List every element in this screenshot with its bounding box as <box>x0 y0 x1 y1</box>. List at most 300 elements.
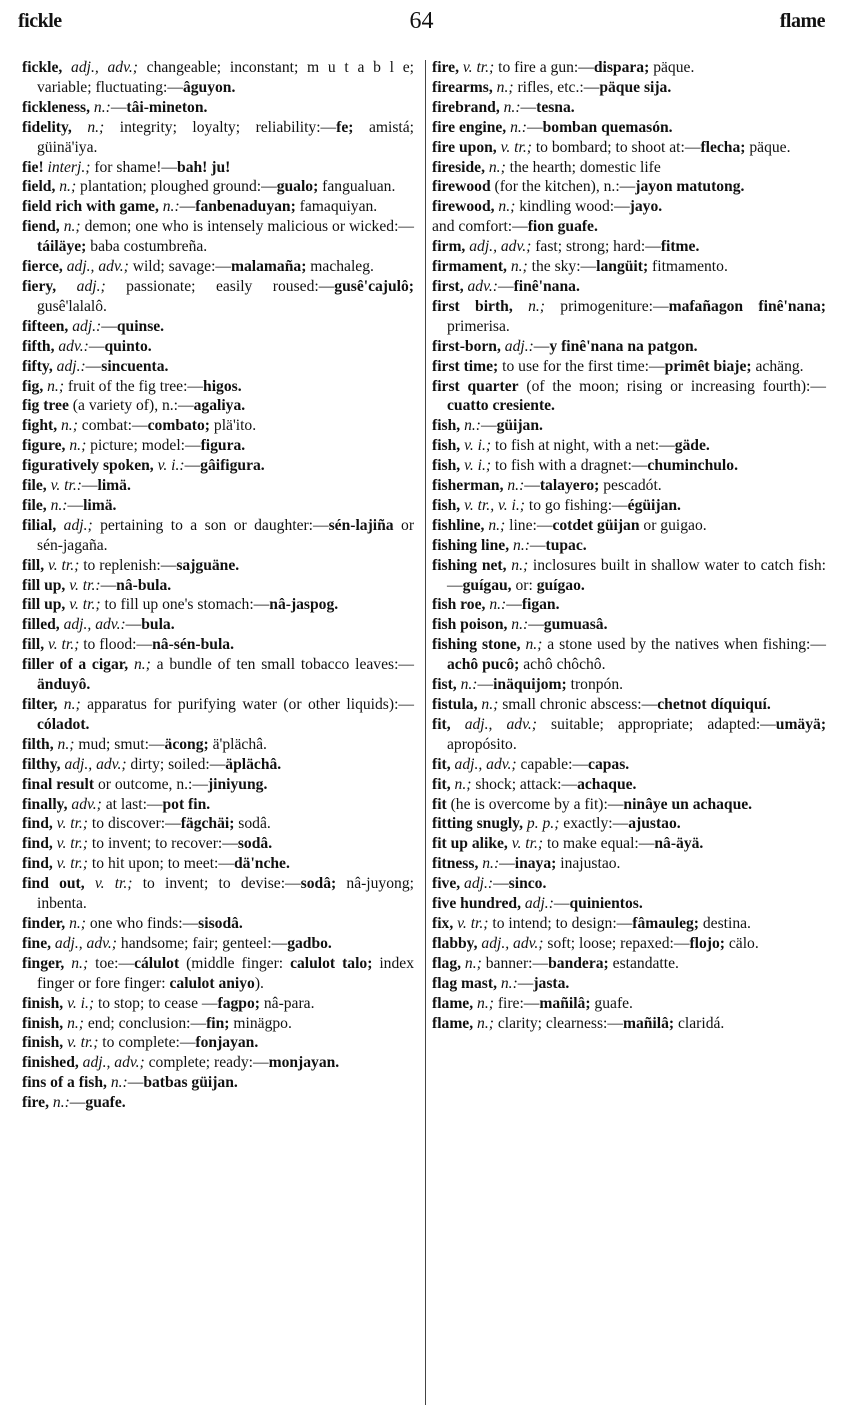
definition: — <box>179 198 196 216</box>
definition: fire:— <box>493 994 540 1012</box>
definition: to fish at night, with a net:— <box>491 437 675 455</box>
dictionary-entry <box>432 894 826 914</box>
headword: fidelity, <box>22 118 72 136</box>
dictionary-entry <box>432 994 826 1014</box>
definition: suitable; appropriate; adapted:— <box>536 715 776 733</box>
dictionary-entry <box>432 377 826 417</box>
dictionary-entry <box>22 1093 414 1113</box>
definition: pertaining to a son or daughter:— <box>92 516 329 534</box>
chamorro-gloss: güijan. <box>496 417 543 435</box>
chamorro-gloss: sisodâ. <box>198 914 243 932</box>
dictionary-entry <box>22 635 414 655</box>
part-of-speech: v. i.; <box>460 457 492 475</box>
definition: primogeniture:— <box>544 297 669 315</box>
chamorro-gloss: guafe. <box>85 1094 126 1112</box>
chamorro-gloss: sincuenta. <box>101 357 169 375</box>
part-of-speech: n.; <box>57 696 81 713</box>
chamorro-gloss: inäquijom; <box>493 676 567 694</box>
definition: a stone used by the natives when fishing:— <box>542 636 826 654</box>
headword: flag mast, <box>432 974 497 992</box>
left-guide-word: fickle <box>18 10 62 32</box>
part-of-speech: adj.: <box>500 337 534 355</box>
headword: file, <box>22 496 47 514</box>
chamorro-gloss: fion guafe. <box>527 218 598 236</box>
dictionary-entry <box>432 715 826 755</box>
definition-tail: (middle finger: <box>179 954 291 972</box>
part-of-speech: adj.: <box>68 317 102 335</box>
definition: fruit of the fig tree:— <box>64 377 204 395</box>
chamorro-gloss: pot fin. <box>162 795 211 813</box>
chamorro-gloss: tesna. <box>536 98 575 116</box>
definition: — <box>127 1074 144 1092</box>
chamorro-gloss: tâi-mineton. <box>126 98 208 116</box>
chamorro-gloss: gusê'cajulô; <box>334 277 414 295</box>
dictionary-entry <box>22 118 414 158</box>
dictionary-entry <box>22 516 414 556</box>
definition: to complete:— <box>98 1034 196 1052</box>
headword: fit, <box>432 755 451 773</box>
definition: — <box>517 974 534 992</box>
headword: finish, <box>22 1014 64 1032</box>
chamorro-gloss: guígao. <box>536 576 585 594</box>
definition-tail: cälo. <box>724 934 759 952</box>
chamorro-gloss: jayon matutong. <box>635 178 745 196</box>
page-number: 64 <box>409 8 434 34</box>
definition: line:— <box>505 516 553 534</box>
dictionary-entry <box>432 795 826 815</box>
part-of-speech: n.; <box>506 258 528 276</box>
part-of-speech: adj., adv.; <box>477 934 544 952</box>
part-of-speech: n.; <box>506 556 529 574</box>
headword: fishing net, <box>432 556 507 574</box>
headword: fight, <box>22 417 58 435</box>
headword: fifteen, <box>22 317 69 335</box>
definition-tail: or guigao. <box>639 516 707 534</box>
dictionary-entry <box>432 556 826 596</box>
part-of-speech: n.: <box>478 855 500 873</box>
definition-tail: achô chôchô. <box>519 656 606 674</box>
part-of-speech: n.: <box>456 676 478 694</box>
definition: (for the kitchen), n.:— <box>490 178 636 196</box>
chamorro-gloss: bah! ju! <box>177 158 231 176</box>
chamorro-gloss: gäde. <box>674 437 710 455</box>
chamorro-gloss: jayo. <box>629 198 663 216</box>
headword: figuratively spoken, <box>22 457 154 475</box>
dictionary-entry <box>432 337 826 357</box>
part-of-speech: n.: <box>106 1074 128 1092</box>
headword: flabby, <box>432 934 478 952</box>
headword: file, <box>22 477 47 495</box>
dictionary-entry <box>22 456 414 476</box>
part-of-speech: n.; <box>59 218 81 236</box>
chamorro-gloss: bomban quemasón. <box>542 118 673 136</box>
headword: field, <box>22 178 56 196</box>
chamorro-gloss: dä'nche. <box>233 855 290 873</box>
dictionary-entry <box>432 695 826 715</box>
part-of-speech: n.; <box>128 656 151 674</box>
chamorro-gloss: achô pucô; <box>447 656 520 674</box>
part-of-speech: adj., adv.; <box>62 258 129 276</box>
dictionary-entry <box>432 934 826 954</box>
definition: to make equal:— <box>543 835 655 853</box>
chamorro-gloss: agaliya. <box>193 397 246 415</box>
dictionary-entry <box>432 177 826 197</box>
definition: — <box>499 855 515 873</box>
headword: fix, <box>432 914 454 932</box>
definition: — <box>520 98 537 116</box>
dictionary-entry <box>22 197 414 217</box>
dictionary-entry <box>22 914 414 934</box>
chamorro-gloss: fin; <box>206 1014 230 1032</box>
headword: fickle, <box>22 59 63 76</box>
part-of-speech: adj.: <box>520 895 554 913</box>
dictionary-entry <box>22 994 414 1014</box>
part-of-speech: v. tr., v. i.; <box>460 496 525 514</box>
dictionary-entry <box>22 1073 414 1093</box>
chamorro-gloss: ninâye un achaque. <box>623 795 753 813</box>
headword: fins of a fish, <box>22 1074 107 1092</box>
chamorro-gloss: langüit; <box>596 258 649 276</box>
definition: — <box>506 596 522 614</box>
dictionary-entry <box>22 436 414 456</box>
part-of-speech: adj., adv.; <box>465 238 532 256</box>
definition-tail: achäng. <box>751 357 804 375</box>
definition: — <box>69 1094 86 1112</box>
column-divider <box>425 60 426 1405</box>
chamorro-gloss: batbas güijan. <box>143 1074 238 1092</box>
headword: fish, <box>432 437 461 455</box>
part-of-speech: v. tr.: <box>65 576 101 594</box>
headword: fistula, <box>432 696 478 713</box>
chamorro-gloss: jiniyung. <box>207 775 268 793</box>
part-of-speech: n.: <box>460 417 481 435</box>
definition-tail: or sén-jagaña. <box>37 516 415 554</box>
chamorro-gloss: calulot aniyo <box>169 974 255 992</box>
definition-tail: pescadót. <box>599 477 662 495</box>
headword: flame, <box>432 1014 474 1032</box>
definition: to invent; to recover:— <box>88 835 238 853</box>
dictionary-entry <box>432 416 826 436</box>
headword: firewood, <box>432 198 495 216</box>
definition-tail: machaleg. <box>306 258 374 276</box>
definition-tail: nâ-para. <box>259 994 315 1012</box>
chamorro-gloss: achaque. <box>577 775 637 793</box>
definition: — <box>528 616 544 634</box>
definition: (a variety of), n.:— <box>68 397 194 415</box>
headword: fire upon, <box>432 138 497 156</box>
headword: fishing line, <box>432 536 510 554</box>
headword: fiery, <box>22 277 57 295</box>
definition: small chronic abscess:— <box>498 696 658 713</box>
dictionary-entry <box>22 834 414 854</box>
part-of-speech: n.; <box>492 78 514 96</box>
chamorro-gloss: fâmauleg; <box>632 914 699 932</box>
part-of-speech: v. i.: <box>153 457 185 475</box>
part-of-speech: v. i.; <box>63 994 95 1012</box>
headword: fishline, <box>432 516 485 534</box>
chamorro-gloss: änduyô. <box>37 676 91 694</box>
headword: fishing stone, <box>432 636 521 654</box>
chamorro-gloss: capas. <box>588 755 630 773</box>
headword: final result <box>22 775 95 793</box>
definition: (he is overcome by a fit):— <box>446 795 624 813</box>
headword: fish, <box>432 417 461 435</box>
definition: to hit upon; to meet:— <box>88 855 234 873</box>
chamorro-gloss: higos. <box>203 377 242 395</box>
chamorro-gloss: gumuasâ. <box>543 616 608 634</box>
chamorro-gloss: âguyon. <box>182 78 236 96</box>
part-of-speech: adj.: <box>52 357 86 375</box>
chamorro-gloss: tupac. <box>545 536 587 554</box>
headword: fit, <box>432 775 451 793</box>
chamorro-gloss: combato; <box>147 417 210 435</box>
definition: to go fishing:— <box>524 496 628 514</box>
dictionary-entry <box>432 675 826 695</box>
part-of-speech: n.: <box>46 496 68 514</box>
part-of-speech: adj., adv.; <box>60 755 127 773</box>
headword: fisherman, <box>432 477 504 495</box>
definition: to stop; to cease — <box>94 994 218 1012</box>
headword: fit up alike, <box>432 835 508 853</box>
definition: — <box>477 676 494 694</box>
definition: rifles, etc.:— <box>513 78 600 96</box>
definition: — <box>493 875 509 893</box>
dictionary-entry <box>22 874 414 914</box>
headword: fie! <box>22 158 44 176</box>
definition: — <box>553 895 570 913</box>
dictionary-entry <box>22 775 414 795</box>
definition: to intend; to design:— <box>488 914 633 932</box>
chamorro-gloss: nâ-sén-bula. <box>152 636 234 654</box>
part-of-speech: adj., adv.; <box>450 715 537 733</box>
part-of-speech: n.; <box>65 914 86 932</box>
dictionary-entry <box>432 854 826 874</box>
dictionary-entry <box>22 655 414 695</box>
part-of-speech: n.; <box>57 417 78 435</box>
definition-tail: claridá. <box>674 1014 725 1032</box>
chamorro-gloss: y finê'nana na patgon. <box>549 337 698 355</box>
definition-tail: index finger or fore finger: <box>37 954 414 992</box>
definition: — <box>125 616 142 634</box>
headword: find, <box>22 815 53 833</box>
definition: to fire a gun:— <box>494 59 594 76</box>
part-of-speech: n.; <box>450 775 472 793</box>
dictionary-entry <box>22 795 414 815</box>
headword: five hundred, <box>432 895 521 913</box>
chamorro-gloss: sén-lajiña <box>328 516 394 534</box>
dictionary-entry <box>22 1033 414 1053</box>
definition: — <box>85 357 102 375</box>
headword: fifty, <box>22 357 53 375</box>
chamorro-gloss: figan. <box>521 596 560 614</box>
headword: fish poison, <box>432 616 508 634</box>
part-of-speech: v. i.; <box>460 437 492 455</box>
definition: soft; loose; repaxed:— <box>543 934 690 952</box>
part-of-speech: n.: <box>496 974 518 992</box>
part-of-speech: v. tr.; <box>453 914 489 932</box>
chamorro-gloss: finê'nana. <box>513 277 580 295</box>
definition-tail: päque. <box>649 59 695 76</box>
definition: to fill up one's stomach:— <box>100 596 270 614</box>
dictionary-entry <box>22 158 414 178</box>
chamorro-gloss: chuminchulo. <box>647 457 738 475</box>
dictionary-entry <box>432 476 826 496</box>
chamorro-gloss: cotdet güijan <box>552 516 640 534</box>
headword: finder, <box>22 914 66 932</box>
dictionary-entry <box>432 516 826 536</box>
dictionary-entry <box>432 118 826 138</box>
part-of-speech: n.; <box>64 954 89 972</box>
definition: exactly:— <box>559 815 629 833</box>
headword: fish roe, <box>432 596 486 614</box>
definition-tail: primerisa. <box>447 317 510 335</box>
part-of-speech: n.; <box>65 437 87 455</box>
headword: firearms, <box>432 78 493 96</box>
page-header <box>18 8 825 38</box>
definition-tail: estandatte. <box>608 954 679 972</box>
part-of-speech: v. tr.; <box>52 855 89 873</box>
headword: fill up, <box>22 596 66 614</box>
definition: combat:— <box>77 417 148 435</box>
chamorro-gloss: monjayan. <box>268 1054 340 1072</box>
dictionary-entry <box>22 496 414 516</box>
right-guide-word: flame <box>779 10 825 32</box>
definition: changeable; inconstant; m u t a b l e; variable; fluctuating:— <box>37 59 415 96</box>
headword: firmament, <box>432 258 507 276</box>
dictionary-entry <box>22 854 414 874</box>
dictionary-entry <box>432 257 826 277</box>
headword: fill, <box>22 556 45 574</box>
headword: firebrand, <box>432 98 500 116</box>
dictionary-entry <box>432 755 826 775</box>
chamorro-gloss: gualo; <box>276 178 319 196</box>
definition: apparatus for purifying water (or other liquids):— <box>80 696 414 713</box>
part-of-speech: n.: <box>485 596 507 614</box>
definition: to flood:— <box>79 636 153 654</box>
dictionary-entry <box>432 138 826 158</box>
definition: dirty; soiled:— <box>126 755 226 773</box>
dictionary-entry <box>432 237 826 257</box>
headword: fierce, <box>22 258 63 276</box>
part-of-speech: v. tr.; <box>63 1034 99 1052</box>
chamorro-gloss: sinco. <box>508 875 547 893</box>
dictionary-entry <box>22 377 414 397</box>
part-of-speech: adv.: <box>463 277 498 295</box>
chamorro-gloss: égüijan. <box>627 496 681 514</box>
dictionary-entry <box>22 695 414 735</box>
headword: fill, <box>22 636 45 654</box>
definition: — <box>529 536 546 554</box>
chamorro-gloss: mañilâ; <box>539 994 591 1012</box>
chamorro-gloss: fägchäi; <box>180 815 235 833</box>
chamorro-gloss: limä. <box>83 496 117 514</box>
part-of-speech: interj.; <box>43 158 91 176</box>
headword: fig, <box>22 377 44 395</box>
chamorro-gloss: calulot talo; <box>290 954 373 972</box>
part-of-speech: n.: <box>509 536 530 554</box>
headword: fire, <box>22 1094 49 1112</box>
dictionary-entry <box>432 974 826 994</box>
dictionary-entry <box>22 257 414 277</box>
dictionary-entry <box>22 317 414 337</box>
part-of-speech: adj., adv.; <box>62 59 138 76</box>
dictionary-entry <box>22 416 414 436</box>
dictionary-entry <box>432 357 826 377</box>
dictionary-entry <box>432 814 826 834</box>
definition-tail: destina. <box>698 914 751 932</box>
headword: find out, <box>22 875 85 893</box>
part-of-speech: n.; <box>461 954 482 972</box>
definition-tail: päque. <box>745 138 791 156</box>
definition-tail: or: <box>511 576 537 594</box>
chamorro-gloss: malamaña; <box>231 258 307 276</box>
headword: finish, <box>22 1034 64 1052</box>
headword: fifth, <box>22 337 55 355</box>
dictionary-entry <box>432 1014 826 1034</box>
dictionary-entry <box>22 934 414 954</box>
part-of-speech: v. tr.; <box>44 636 80 654</box>
definition: — <box>497 277 514 295</box>
part-of-speech: n.: <box>507 616 529 634</box>
dictionary-entry <box>432 954 826 974</box>
part-of-speech: n.; <box>63 1014 84 1032</box>
headword: fish, <box>432 457 461 475</box>
chamorro-gloss: nâ-jaspog. <box>269 596 339 614</box>
definition-tail: minägpo. <box>229 1014 292 1032</box>
definition: to bombard; to shoot at:— <box>531 138 701 156</box>
headword: first, <box>432 277 464 295</box>
part-of-speech: adj., adv.; <box>51 934 117 952</box>
headword: filter, <box>22 696 58 713</box>
headword: field rich with game, <box>22 198 159 216</box>
dictionary-entry <box>432 595 826 615</box>
part-of-speech: adj.; <box>56 277 106 295</box>
definition: — <box>524 477 540 495</box>
headword: filth, <box>22 735 54 753</box>
dictionary-entry <box>22 177 414 197</box>
chamorro-gloss: mafañagon finê'nana; <box>668 297 827 315</box>
definition: fast; strong; hard:— <box>531 238 661 256</box>
headword: fig tree <box>22 397 69 415</box>
chamorro-gloss: fagpo; <box>217 994 260 1012</box>
definition: to replenish:— <box>79 556 177 574</box>
part-of-speech: n.; <box>484 516 506 534</box>
dictionary-entry <box>432 536 826 556</box>
part-of-speech: v. tr.; <box>52 815 89 833</box>
headword: fine, <box>22 934 52 952</box>
definition: — <box>100 576 117 594</box>
definition: integrity; loyalty; reliability:— <box>104 118 337 136</box>
dictionary-entry <box>22 58 414 98</box>
definition: (of the moon; rising or increasing fourth):— <box>518 377 826 395</box>
definition: at last:— <box>101 795 163 813</box>
dictionary-entry <box>22 337 414 357</box>
dictionary-entry <box>432 217 826 237</box>
definition-tail: gusê'lalalô. <box>37 297 107 315</box>
definition-tail: sodâ. <box>234 815 271 833</box>
part-of-speech: adj., adv.: <box>59 616 126 634</box>
chamorro-gloss: sodâ; <box>300 875 337 893</box>
definition: toe:— <box>88 954 135 972</box>
chamorro-gloss: táiläye; <box>37 238 87 256</box>
headword: first-born, <box>432 337 501 355</box>
dictionary-entry <box>22 954 414 994</box>
definition: the hearth; domestic life <box>505 158 661 176</box>
definition-tail: tronpón. <box>566 676 624 694</box>
chamorro-gloss: chetnot díquiquí. <box>657 696 771 713</box>
part-of-speech: n.; <box>55 178 77 196</box>
definition: — <box>184 457 201 475</box>
